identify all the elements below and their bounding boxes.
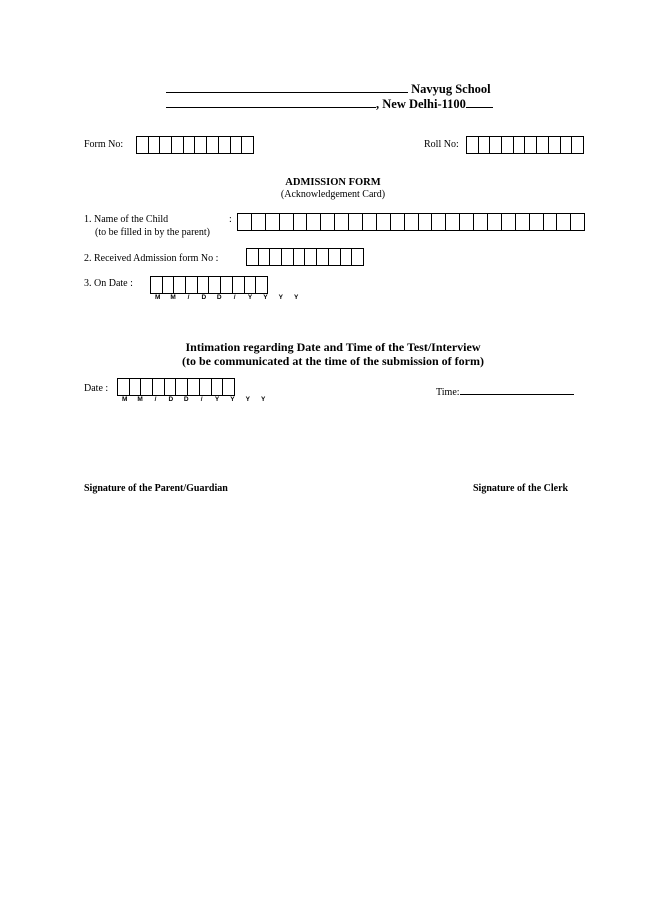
school-name-line	[166, 81, 491, 97]
entry-box[interactable]	[280, 214, 294, 230]
entry-box[interactable]	[321, 214, 335, 230]
entry-box[interactable]	[149, 137, 161, 153]
school-name: Navyug School	[411, 82, 491, 96]
entry-box[interactable]	[223, 379, 235, 395]
entry-box[interactable]	[446, 214, 460, 230]
entry-box[interactable]	[502, 137, 514, 153]
entry-box[interactable]	[141, 379, 153, 395]
entry-box[interactable]	[212, 379, 224, 395]
entry-box[interactable]	[151, 277, 163, 293]
entry-box[interactable]	[118, 379, 130, 395]
date-format-char: Y	[261, 396, 266, 403]
intimation-date-format	[117, 396, 271, 403]
entry-box[interactable]	[294, 249, 306, 265]
entry-box[interactable]	[160, 137, 172, 153]
entry-box[interactable]	[549, 137, 561, 153]
entry-box[interactable]	[219, 137, 231, 153]
child-name-boxes[interactable]	[237, 213, 585, 231]
entry-box[interactable]	[163, 277, 175, 293]
date-format-char: /	[154, 396, 157, 403]
entry-box[interactable]	[544, 214, 558, 230]
entry-box[interactable]	[460, 214, 474, 230]
entry-box[interactable]	[282, 249, 294, 265]
date-format-char: D	[183, 396, 189, 403]
entry-box[interactable]	[341, 249, 353, 265]
pin-blank	[466, 96, 493, 108]
child-name-label: 1. Name of the Child	[84, 214, 169, 225]
date-format-char: M	[154, 294, 161, 301]
entry-box[interactable]	[172, 137, 184, 153]
parent-signature-label: Signature of the Parent/Guardian	[84, 483, 228, 494]
form-title: ADMISSION FORM	[285, 177, 381, 188]
entry-box[interactable]	[165, 379, 177, 395]
entry-box[interactable]	[571, 214, 585, 230]
entry-box[interactable]	[195, 137, 207, 153]
entry-box[interactable]	[490, 137, 502, 153]
entry-box[interactable]	[256, 277, 268, 293]
date-format-char: Y	[294, 294, 299, 301]
form-subtitle: (Acknowledgement Card)	[280, 189, 386, 200]
entry-box[interactable]	[130, 379, 142, 395]
entry-box[interactable]	[221, 277, 233, 293]
entry-box[interactable]	[537, 137, 549, 153]
date-format-char: D	[168, 396, 174, 403]
entry-box[interactable]	[514, 137, 526, 153]
city-line	[166, 96, 493, 112]
entry-box[interactable]	[245, 277, 257, 293]
blank-line	[166, 96, 376, 108]
entry-box[interactable]	[174, 277, 186, 293]
date-format-char: M	[137, 396, 143, 403]
form-no-label: Form No:	[84, 139, 124, 150]
entry-box[interactable]	[479, 137, 491, 153]
date-format-char: Y	[245, 396, 250, 403]
entry-box[interactable]	[137, 137, 149, 153]
blank-line	[166, 81, 408, 93]
entry-box[interactable]	[317, 249, 329, 265]
roll-no-boxes[interactable]	[466, 136, 584, 154]
date-format-char: Y	[278, 294, 283, 301]
entry-box[interactable]	[474, 214, 488, 230]
date-format-char: Y	[247, 294, 253, 301]
entry-box[interactable]	[405, 214, 419, 230]
entry-box[interactable]	[307, 214, 321, 230]
entry-box[interactable]	[233, 277, 245, 293]
entry-box[interactable]	[247, 249, 259, 265]
received-form-no-boxes[interactable]	[246, 248, 364, 266]
date-format-char: /	[187, 294, 190, 301]
entry-box[interactable]	[270, 249, 282, 265]
entry-box[interactable]	[242, 137, 254, 153]
on-date-boxes[interactable]	[150, 276, 268, 294]
entry-box[interactable]	[572, 137, 584, 153]
entry-box[interactable]	[377, 214, 391, 230]
clerk-signature-label: Signature of the Clerk	[473, 483, 569, 494]
intimation-subheading: (to be communicated at the time of the submission of form)	[182, 354, 484, 368]
intimation-date-boxes[interactable]	[117, 378, 235, 396]
date-format-char: /	[200, 396, 203, 403]
on-date-label: 3. On Date :	[84, 278, 133, 289]
entry-box[interactable]	[530, 214, 544, 230]
entry-box[interactable]	[352, 249, 364, 265]
child-name-note: (to be filled in by the parent)	[95, 227, 210, 238]
date-format-char: M	[170, 294, 176, 301]
entry-box[interactable]	[305, 249, 317, 265]
roll-no-label: Roll No:	[424, 139, 459, 150]
entry-box[interactable]	[432, 214, 446, 230]
entry-box[interactable]	[488, 214, 502, 230]
date-format-char: Y	[230, 396, 235, 403]
date-format-char: /	[233, 294, 236, 301]
entry-box[interactable]	[176, 379, 188, 395]
entry-box[interactable]	[252, 214, 266, 230]
on-date-format	[150, 294, 304, 301]
date-format-char: D	[201, 294, 207, 301]
form-no-boxes[interactable]	[136, 136, 254, 154]
entry-box[interactable]	[186, 277, 198, 293]
date-format-char: Y	[263, 294, 268, 301]
date-format-char: D	[216, 294, 222, 301]
entry-box[interactable]	[419, 214, 433, 230]
time-field[interactable]	[436, 383, 574, 398]
entry-box[interactable]	[207, 137, 219, 153]
entry-box[interactable]	[294, 214, 308, 230]
date-format-char: M	[121, 396, 128, 403]
city-text: , New Delhi-1100	[376, 97, 466, 111]
received-form-no-label: 2. Received Admission form No :	[84, 253, 219, 264]
entry-box[interactable]	[335, 214, 349, 230]
entry-box[interactable]	[259, 249, 271, 265]
entry-box[interactable]	[561, 137, 573, 153]
date-format-char: Y	[214, 396, 220, 403]
entry-box[interactable]	[363, 214, 377, 230]
intimation-heading: Intimation regarding Date and Time of the Test/Interview	[185, 340, 481, 354]
entry-box[interactable]	[153, 379, 165, 395]
entry-box[interactable]	[467, 137, 479, 153]
entry-box[interactable]	[184, 137, 196, 153]
entry-box[interactable]	[238, 214, 252, 230]
entry-box[interactable]	[188, 379, 200, 395]
date-label: Date :	[84, 383, 109, 394]
entry-box[interactable]	[557, 214, 571, 230]
entry-box[interactable]	[209, 277, 221, 293]
child-name-colon: :	[229, 214, 232, 225]
time-blank[interactable]	[460, 383, 574, 395]
entry-box[interactable]	[349, 214, 363, 230]
entry-box[interactable]	[329, 249, 341, 265]
entry-box[interactable]	[525, 137, 537, 153]
entry-box[interactable]	[266, 214, 280, 230]
entry-box[interactable]	[502, 214, 516, 230]
entry-box[interactable]	[516, 214, 530, 230]
entry-box[interactable]	[198, 277, 210, 293]
entry-box[interactable]	[391, 214, 405, 230]
entry-box[interactable]	[231, 137, 243, 153]
entry-box[interactable]	[200, 379, 212, 395]
time-label: Time:	[436, 387, 460, 398]
